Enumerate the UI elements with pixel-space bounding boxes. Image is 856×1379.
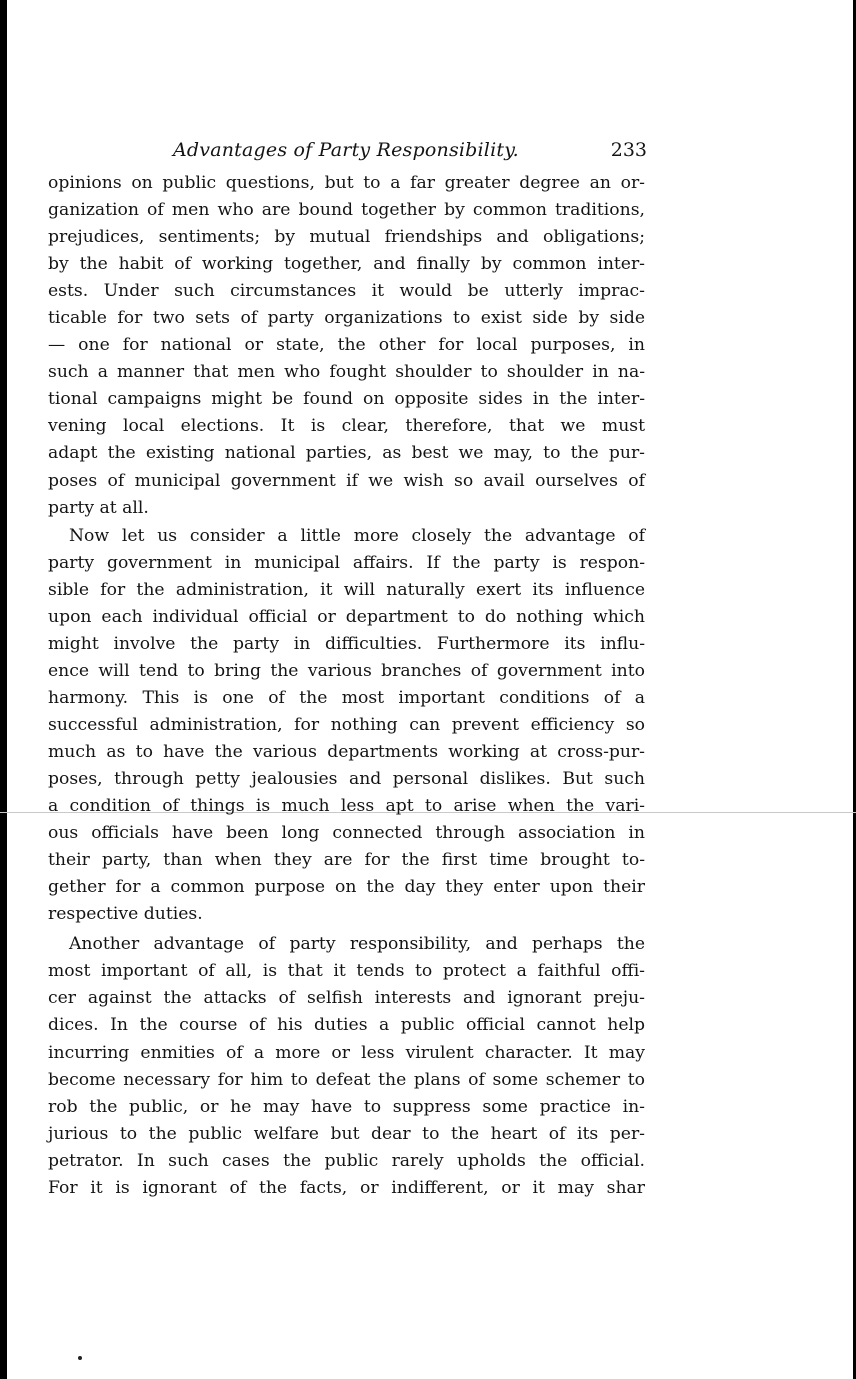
text-line: party government in municipal affairs. If the party is respon-: [48, 552, 645, 573]
text-line: most important of all, is that it tends to protect a faithful offi-: [48, 961, 645, 982]
text-line: become necessary for him to defeat the plans of some schemer to: [48, 1069, 645, 1090]
text-line: jurious to the public welfare but dear to the heart of its per-: [48, 1123, 645, 1144]
text-line: such a manner that men who fought shoulder to shoulder in na-: [48, 362, 645, 383]
text-line: successful administration, for nothing can prevent efficiency so: [48, 714, 645, 735]
running-title: Advantages of Party Responsibility.: [173, 139, 519, 161]
text-line: adapt the existing national parties, as best we may, to the pur-: [48, 443, 645, 464]
running-head: [48, 130, 645, 170]
text-line: poses, through petty jealousies and personal dislikes. But such: [48, 769, 645, 790]
text-line: ence will tend to bring the various branches of government into: [48, 660, 645, 681]
page-number: 233: [610, 139, 647, 161]
text-line: rob the public, or he may have to suppress some practice in-: [48, 1096, 645, 1117]
text-line: might involve the party in difficulties. Furthermore its influ-: [48, 633, 645, 654]
text-line: incurring enmities of a more or less virulent character. It may: [48, 1042, 645, 1063]
text-line: poses of municipal government if we wish so avail ourselves of: [48, 470, 645, 491]
text-line: upon each individual official or department to do nothing which: [48, 606, 645, 627]
scan-border-left: [0, 0, 7, 1379]
ink-speck: [78, 1356, 82, 1360]
text-line: party at all.: [48, 497, 149, 518]
text-line: respective duties.: [48, 904, 203, 925]
text-line: ests. Under such circumstances it would be utterly imprac-: [48, 281, 645, 302]
text-line: dices. In the course of his duties a public official cannot help: [48, 1015, 645, 1036]
text-line: opinions on public questions, but to a far greater degree an or-: [48, 173, 645, 193]
text-line: much as to have the various departments working at cross-pur-: [48, 741, 645, 762]
text-line: For it is ignorant of the facts, or indifferent, or it may shar: [48, 1177, 645, 1198]
text-line: ticable for two sets of party organizations to exist side by side: [48, 308, 645, 329]
text-line: vening local elections. It is clear, therefore, that we must: [48, 416, 645, 437]
text-line: harmony. This is one of the most important conditions of a: [48, 687, 645, 708]
text-line: tional campaigns might be found on opposite sides in the inter-: [48, 389, 645, 410]
text-line: prejudices, sentiments; by mutual friendships and obligations;: [48, 227, 645, 248]
text-line: petrator. In such cases the public rarely upholds the official.: [48, 1150, 645, 1171]
text-line: a condition of things is much less apt to arise when the vari-: [48, 796, 645, 817]
text-line: Now let us consider a little more closely the advantage of: [69, 525, 645, 546]
paragraph: [48, 931, 645, 1201]
text-line: their party, than when they are for the first time brought to-: [48, 850, 645, 871]
text-line: cer against the attacks of selfish interests and ignorant preju-: [48, 988, 645, 1009]
paragraph: [48, 523, 645, 929]
paragraph: [48, 170, 645, 522]
text-line: ous officials have been long connected through association in: [48, 823, 645, 844]
text-line: Another advantage of party responsibility, and perhaps the: [69, 934, 645, 955]
text-line: gether for a common purpose on the day they enter upon their: [48, 877, 645, 898]
book-page: [48, 130, 645, 1202]
text-line: ganization of men who are bound together by common traditions,: [48, 200, 645, 221]
text-line: sible for the administration, it will naturally exert its influence: [48, 579, 645, 600]
text-line: — one for national or state, the other for local purposes, in: [48, 335, 645, 356]
text-line: by the habit of working together, and finally by common inter-: [48, 254, 645, 275]
